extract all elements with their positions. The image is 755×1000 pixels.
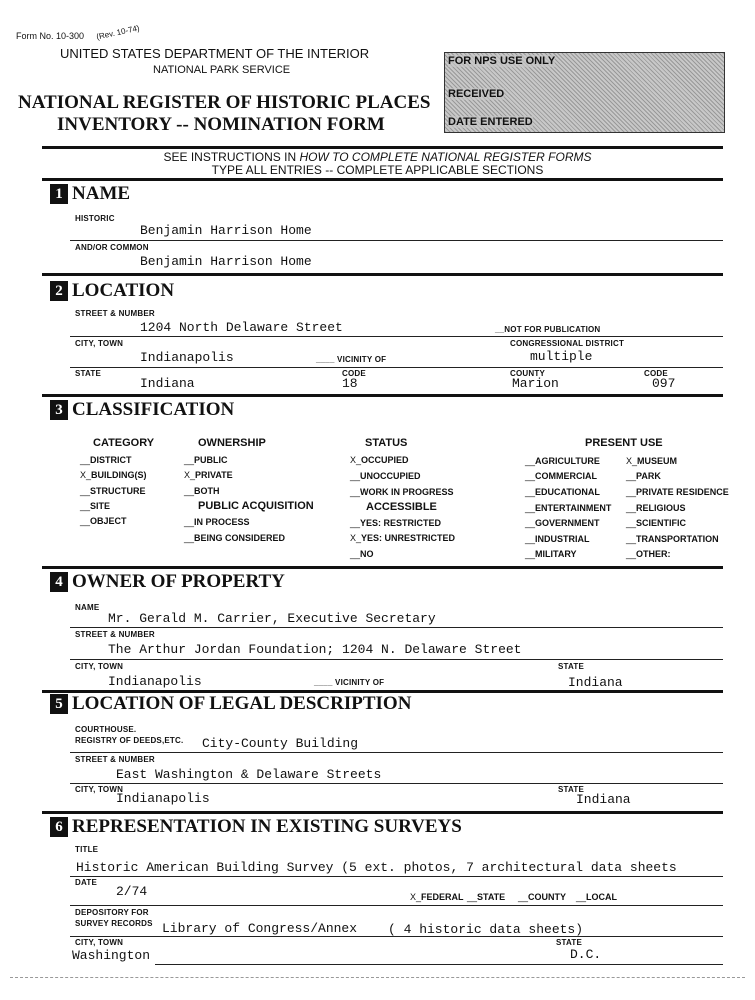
level-local: __ LOCAL — [576, 892, 617, 902]
legal-city-label: CITY, TOWN — [75, 785, 124, 794]
depository-note: ( 4 historic data sheets) — [388, 922, 584, 937]
registry-label: REGISTRY OF DEEDS,ETC. — [75, 736, 184, 745]
county-value: Marion — [512, 376, 559, 391]
survey-city-label: CITY, TOWN — [75, 938, 124, 947]
status-unoccupied: __ UNOCCUPIED — [350, 471, 421, 481]
owner-city: Indianapolis — [108, 674, 202, 689]
city-label: CITY, TOWN — [75, 339, 124, 348]
acquisition-head: PUBLIC ACQUISITION — [198, 500, 314, 512]
owner-state: Indiana — [568, 675, 623, 690]
cat-site: __ SITE — [80, 501, 110, 511]
survey-state: D.C. — [570, 947, 602, 962]
legal-street: East Washington & Delaware Streets — [116, 767, 382, 782]
service: NATIONAL PARK SERVICE — [153, 64, 291, 76]
cat-building: X_ BUILDING(S) — [80, 470, 147, 480]
common-label: AND/OR COMMON — [75, 243, 149, 252]
accessible-head: ACCESSIBLE — [366, 501, 437, 513]
historic-label: HISTORIC — [75, 214, 115, 223]
owner-city-label: CITY, TOWN — [75, 662, 124, 671]
rule — [70, 367, 723, 368]
use-government: __ GOVERNMENT — [525, 518, 600, 528]
congress-value: multiple — [530, 349, 593, 364]
rule — [42, 566, 723, 569]
cat-object: __ OBJECT — [80, 516, 127, 526]
present-use-head: PRESENT USE — [585, 437, 663, 449]
instructions-ref: HOW TO COMPLETE NATIONAL REGISTER FORMS — [299, 150, 592, 164]
county-label: COUNTY — [510, 369, 545, 378]
state-label: STATE — [75, 369, 102, 378]
rule — [70, 336, 723, 337]
rule — [42, 811, 723, 814]
survey-date: 2/74 — [116, 884, 148, 899]
state-value: Indiana — [140, 376, 195, 391]
use-scientific: __ SCIENTIFIC — [626, 518, 686, 528]
status-work: __ WORK IN PROGRESS — [350, 487, 454, 497]
category-head: CATEGORY — [93, 437, 155, 449]
nps-received: RECEIVED — [448, 88, 505, 100]
legal-state-label: STATE — [558, 785, 585, 794]
use-transportation: __ TRANSPORTATION — [626, 534, 719, 544]
legal-city: Indianapolis — [116, 791, 210, 806]
rule — [42, 146, 723, 149]
rule — [70, 936, 723, 937]
section-2-number: 2 — [50, 281, 68, 301]
nps-head: FOR NPS USE ONLY — [448, 55, 556, 67]
section-3-number: 3 — [50, 400, 68, 420]
city-value: Indianapolis — [140, 350, 234, 365]
use-agriculture: __ AGRICULTURE — [525, 456, 600, 466]
own-public: __ PUBLIC — [184, 455, 228, 465]
owner-name-label: NAME — [75, 603, 100, 612]
status-occupied: X_ OCCUPIED — [350, 455, 409, 465]
use-educational: __ EDUCATIONAL — [525, 487, 600, 497]
rule — [70, 876, 723, 877]
legal-street-label: STREET & NUMBER — [75, 755, 155, 764]
street-label: STREET & NUMBER — [75, 309, 155, 318]
rule — [70, 905, 723, 906]
code-label: CODE — [342, 369, 366, 378]
access-unrestricted: X_ YES: UNRESTRICTED — [350, 533, 455, 543]
section-5-number: 5 — [50, 694, 68, 714]
level-county: __ COUNTY — [518, 892, 566, 902]
survey-date-label: DATE — [75, 878, 97, 887]
owner-vicinity: ____ VICINITY OF — [314, 678, 385, 687]
section-6-title: REPRESENTATION IN EXISTING SURVEYS — [72, 816, 462, 837]
street-value: 1204 North Delaware Street — [140, 320, 343, 335]
instructions-text: SEE INSTRUCTIONS IN — [163, 150, 300, 164]
use-entertainment: __ ENTERTAINMENT — [525, 503, 611, 513]
vicinity-text: VICINITY OF — [337, 355, 387, 364]
use-other: __ OTHER: — [626, 549, 671, 559]
owner-street-label: STREET & NUMBER — [75, 630, 155, 639]
level-federal: X_ FEDERAL — [410, 892, 464, 902]
historic-name: Benjamin Harrison Home — [140, 223, 312, 238]
use-industrial: __ INDUSTRIAL — [525, 534, 590, 544]
section-1-number: 1 — [50, 184, 68, 204]
rule — [70, 240, 723, 241]
section-1-title: NAME — [72, 183, 131, 204]
common-name: Benjamin Harrison Home — [140, 254, 312, 269]
legal-state: Indiana — [576, 792, 631, 807]
nps-use-box — [444, 52, 725, 133]
rule — [70, 752, 723, 753]
rule — [42, 178, 723, 181]
acq-in-process: __ IN PROCESS — [184, 517, 250, 527]
vicinity: ____ VICINITY OF — [316, 355, 387, 364]
congress-label: CONGRESSIONAL DISTRICT — [510, 339, 625, 348]
section-2-title: LOCATION — [72, 280, 175, 301]
rule — [42, 394, 723, 397]
nps-date-entered: DATE ENTERED — [448, 116, 533, 128]
code-value: 18 — [342, 376, 358, 391]
use-religious: __ RELIGIOUS — [626, 503, 686, 513]
page-edge — [10, 977, 745, 978]
form-title-2: INVENTORY -- NOMINATION FORM — [57, 114, 385, 135]
rule — [70, 659, 723, 660]
survey-title-label: TITLE — [75, 845, 99, 854]
access-no: __ NO — [350, 549, 374, 559]
form-number: Form No. 10-300 — [16, 31, 85, 41]
acq-being-considered: __ BEING CONSIDERED — [184, 533, 285, 543]
revision: (Rev. 10-74) — [95, 23, 141, 42]
section-4-number: 4 — [50, 572, 68, 592]
code2-label: CODE — [644, 369, 668, 378]
instructions-1 — [0, 150, 755, 164]
section-4-title: OWNER OF PROPERTY — [72, 571, 285, 592]
department: UNITED STATES DEPARTMENT OF THE INTERIOR — [60, 46, 370, 61]
level-state: __ STATE — [467, 892, 505, 902]
survey-title: Historic American Building Survey (5 ext. photos, 7 architectural data sheets — [76, 860, 677, 875]
rule — [42, 273, 723, 276]
not-for-publication: __NOT FOR PUBLICATION — [495, 325, 601, 334]
use-private-residence: __ PRIVATE RESIDENCE — [626, 487, 729, 497]
owner-state-label: STATE — [558, 662, 585, 671]
own-both: __ BOTH — [184, 486, 220, 496]
ownership-head: OWNERSHIP — [198, 437, 266, 449]
access-restricted: __ YES: RESTRICTED — [350, 518, 441, 528]
use-commercial: __ COMMERCIAL — [525, 471, 597, 481]
use-museum: X_ MUSEUM — [626, 456, 677, 466]
code2-value: 097 — [652, 376, 676, 391]
depository-value: Library of Congress/Annex — [162, 921, 358, 936]
instructions-2: TYPE ALL ENTRIES -- COMPLETE APPLICABLE SECTIONS — [211, 163, 544, 177]
rule — [70, 627, 723, 628]
status-head: STATUS — [365, 437, 408, 449]
owner-vicinity-text: VICINITY OF — [335, 678, 385, 687]
courthouse-label: COURTHOUSE. — [75, 725, 137, 734]
owner-street: The Arthur Jordan Foundation; 1204 N. Delaware Street — [108, 642, 522, 657]
survey-state-label: STATE — [556, 938, 583, 947]
rule — [155, 964, 723, 965]
use-military: __ MILITARY — [525, 549, 577, 559]
courthouse-value: City-County Building — [202, 736, 359, 751]
depository-label-1: DEPOSITORY FOR — [75, 908, 149, 917]
own-private: X_ PRIVATE — [184, 470, 233, 480]
cat-district: __ DISTRICT — [80, 455, 132, 465]
section-3-title: CLASSIFICATION — [72, 399, 235, 420]
cat-structure: __ STRUCTURE — [80, 486, 146, 496]
rule — [70, 783, 723, 784]
section-6-number: 6 — [50, 817, 68, 837]
owner-name: Mr. Gerald M. Carrier, Executive Secretary — [108, 611, 436, 626]
section-5-title: LOCATION OF LEGAL DESCRIPTION — [72, 693, 412, 714]
use-park: __ PARK — [626, 471, 661, 481]
survey-city: Washington — [72, 948, 151, 963]
form-title-1: NATIONAL REGISTER OF HISTORIC PLACES — [18, 92, 431, 113]
depository-label-2: SURVEY RECORDS — [75, 919, 153, 928]
